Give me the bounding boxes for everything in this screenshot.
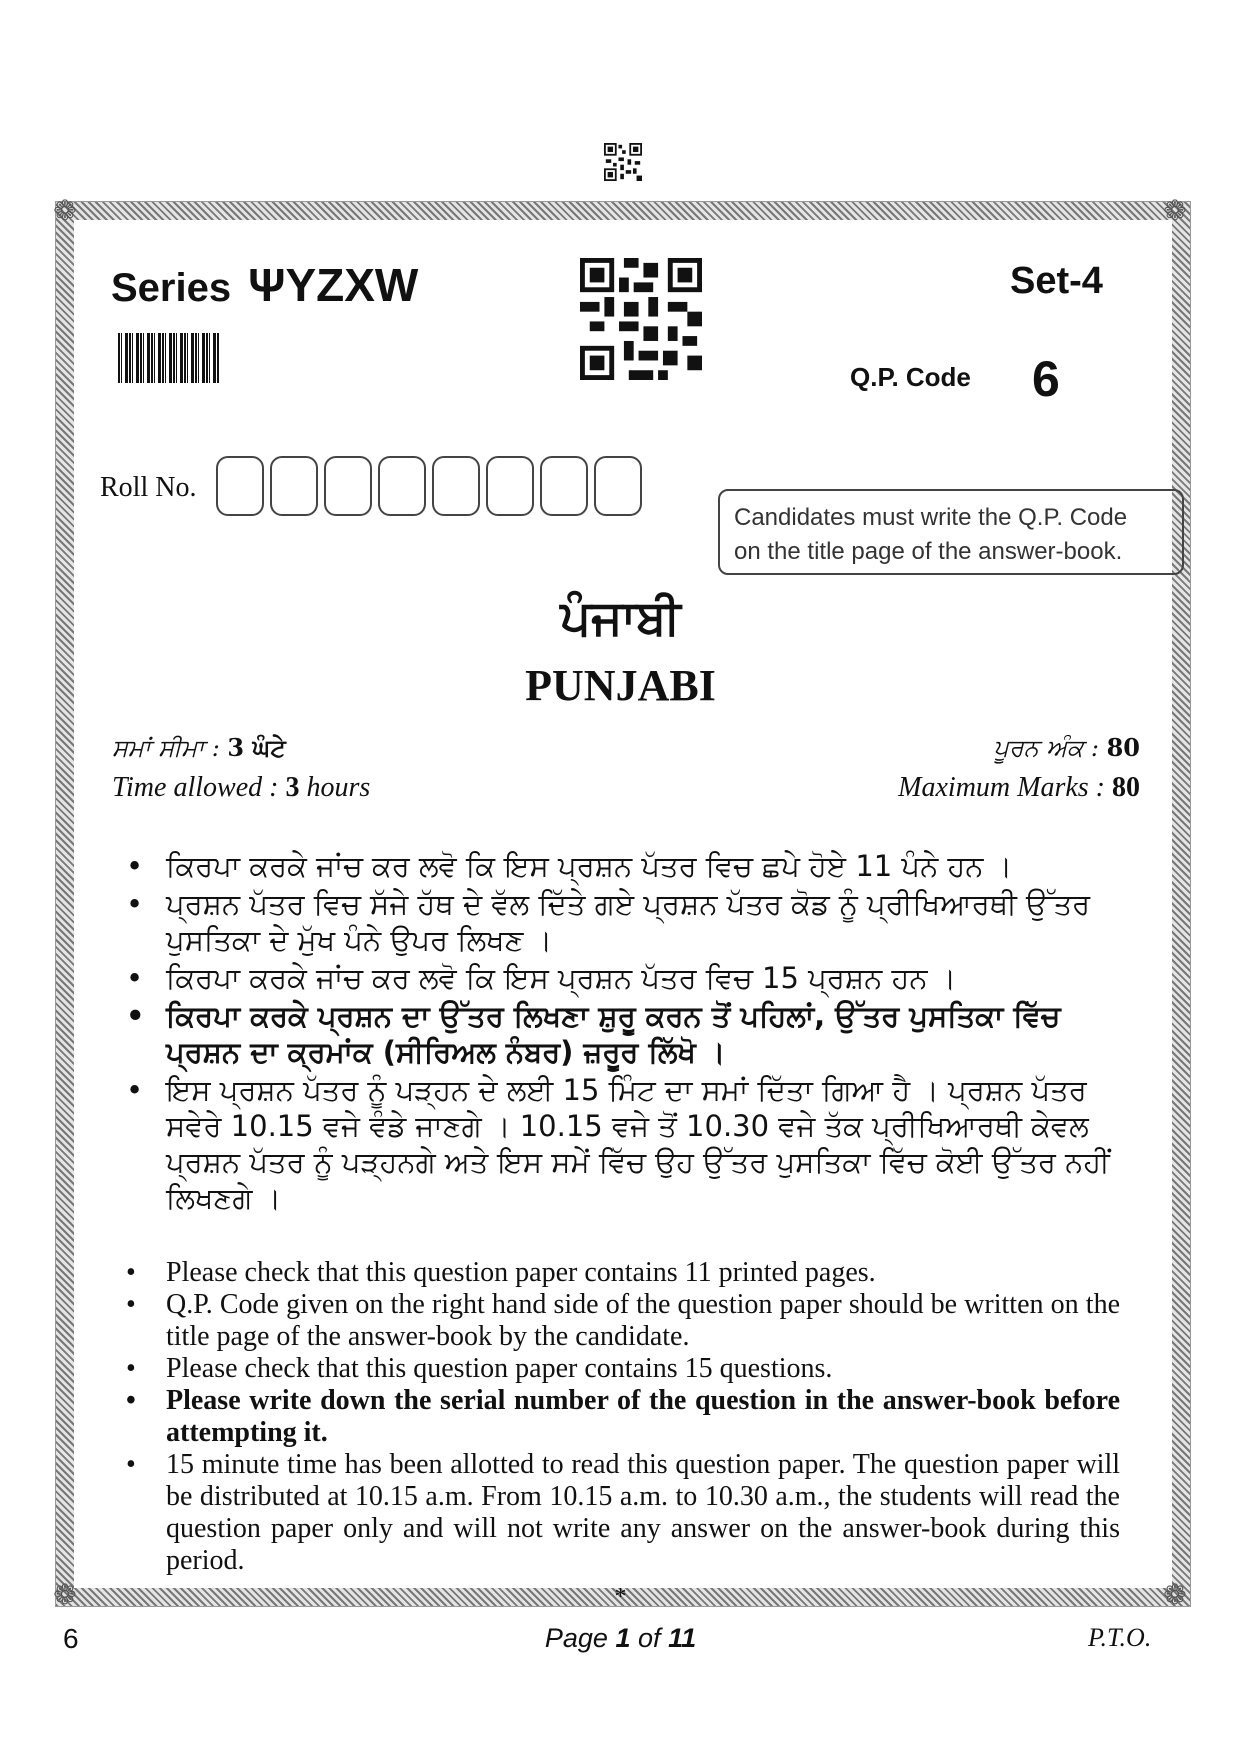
subject-title-punjabi: ਪੰਜਾਬੀ — [560, 590, 681, 646]
marks-pa-label: ਪੂਰਨ ਅੰਕ : — [993, 734, 1099, 762]
qp-code-value: 6 — [1032, 351, 1060, 407]
notice-line: Candidates must write the Q.P. Code — [734, 504, 1128, 531]
roll-no-digit-box[interactable] — [432, 456, 480, 516]
instructions-punjabi — [120, 848, 1140, 1218]
page-prefix: Page — [544, 1623, 608, 1653]
time-allowed-english — [112, 772, 370, 804]
top-qr-code-icon — [604, 143, 642, 181]
page-of: of — [638, 1623, 661, 1653]
qp-code-label: Q.P. Code — [850, 362, 971, 392]
max-marks-punjabi — [993, 733, 1140, 762]
roll-no-digit-box[interactable] — [486, 456, 534, 516]
series-heading — [111, 258, 418, 312]
list-item: • 15 minute time has been allotted to read this question paper. The question paper will be distributed at 10.15 a.m. From 10.15 a.m. to 10.30 a.m., the students will read the question paper only and will not write any answer on the answer-book during this period. — [126, 1449, 1120, 1576]
time-en-value: 3 — [285, 772, 300, 803]
marks-en-value: 80 — [1112, 772, 1140, 803]
page-number — [0, 1623, 1241, 1654]
roll-no-digit-box[interactable] — [540, 456, 588, 516]
marks-en-label: Maximum Marks : — [898, 772, 1105, 803]
instruction-text: Please check that this question paper contains 11 printed pages. — [166, 1257, 876, 1288]
roll-no-digit-box[interactable] — [378, 456, 426, 516]
floral-ornament-icon: ❁ — [53, 194, 77, 227]
instruction-text: Please check that this question paper contains 15 questions. — [166, 1353, 833, 1384]
instruction-text: ਕਿਰਪਾ ਕਰਕੇ ਜਾਂਚ ਕਰ ਲਵੋ ਕਿ ਇਸ ਪ੍ਰਸ਼ਨ ਪੱਤਰ ਵਿਚ 15 ਪ੍ਰਸ਼ਨ ਹਨ । — [166, 961, 957, 995]
list-item: • ਕਿਰਪਾ ਕਰਕੇ ਪ੍ਰਸ਼ਨ ਦਾ ਉੱਤਰ ਲਿਖਣਾ ਸ਼ੁਰੂ ਕਰਨ ਤੋਂ ਪਹਿਲਾਂ, ਉੱਤਰ ਪੁਸਤਿਕਾ ਵਿੱਚ ਪ੍ਰਸ਼ਨ ਦਾ ਕ੍ਰਮਾਂਕ (ਸੀਰਿਅਲ ਨੰਬਰ) ਜ਼ਰੂਰ ਲਿੱਖੋ । — [126, 999, 1061, 1069]
time-pa-label: ਸਮਾਂ ਸੀਮਾ : — [112, 734, 220, 762]
series-code: ΨYZXW — [248, 259, 419, 311]
instruction-text: ਇਸ ਪ੍ਰਸ਼ਨ ਪੱਤਰ ਨੂੰ ਪੜ੍ਹਨ ਦੇ ਲਈ 15 ਮਿੰਟ ਦਾ ਸਮਾਂ ਦਿੱਤਾ ਗਿਆ ਹੈ । ਪ੍ਰਸ਼ਨ ਪੱਤਰ ਸਵੇਰੇ 10.15 ਵਜੇ ਵੰਡੇ ਜਾਣਗੇ । 10.15 ਵਜੇ ਤੋਂ 10.30 ਵਜੇ ਤੱਕ ਪ੍ਰੀਖਿਆਰਥੀ ਕੇਵਲ ਪ੍ਰਸ਼ਨ ਪੱਤਰ ਨੂੰ ਪੜ੍ਹਨਗੇ ਅਤੇ ਇਸ ਸਮੇਂ ਵਿੱਚ ਉਹ ਉੱਤਰ ਪੁਸਤਿਕਾ ਵਿੱਚ ਕੋਈ ਉੱਤਰ ਨਹੀਂ ਲਿਖਣਗੇ । — [166, 1073, 1110, 1215]
series-label: Series — [111, 266, 232, 310]
set-number: Set-4 — [1010, 260, 1103, 302]
time-en-label: Time allowed : — [112, 772, 279, 803]
list-item: • ਕਿਰਪਾ ਕਰਕੇ ਜਾਂਚ ਕਰ ਲਵੋ ਕਿ ਇਸ ਪ੍ਰਸ਼ਨ ਪੱਤਰ ਵਿਚ 15 ਪ੍ਰਸ਼ਨ ਹਨ । — [126, 961, 957, 995]
page-total: 11 — [668, 1623, 697, 1653]
instruction-text: ਪ੍ਰਸ਼ਨ ਪੱਤਰ ਵਿਚ ਸੱਜੇ ਹੱਥ ਦੇ ਵੱਲ ਦਿੱਤੇ ਗਏ ਪ੍ਰਸ਼ਨ ਪੱਤਰ ਕੋਡ ਨੂੰ ਪ੍ਰੀਖਿਆਰਥੀ ਉੱਤਰ ਪੁਸਤਿਕਾ ਦੇ ਮੁੱਖ ਪੰਨੇ ਉਪਰ ਲਿਖਣ । — [166, 887, 1091, 957]
instruction-text: Please write down the serial number of the question in the answer-book before attempting it. — [166, 1385, 1120, 1448]
instruction-text: ਕਿਰਪਾ ਕਰਕੇ ਜਾਂਚ ਕਰ ਲਵੋ ਕਿ ਇਸ ਪ੍ਰਸ਼ਨ ਪੱਤਰ ਵਿਚ ਛਪੇ ਹੋਏ 11 ਪੰਨੇ ਹਨ । — [166, 849, 1013, 883]
pto-label: P.T.O. — [1088, 1623, 1152, 1652]
instruction-text: ਕਿਰਪਾ ਕਰਕੇ ਪ੍ਰਸ਼ਨ ਦਾ ਉੱਤਰ ਲਿਖਣਾ ਸ਼ੁਰੂ ਕਰਨ ਤੋਂ ਪਹਿਲਾਂ, ਉੱਤਰ ਪੁਸਤਿਕਾ ਵਿੱਚ ਪ੍ਰਸ਼ਨ ਦਾ ਕ੍ਰਮਾਂਕ (ਸੀਰਿਅਲ ਨੰਬਰ) ਜ਼ਰੂਰ ਲਿੱਖੋ । — [166, 999, 1061, 1069]
roll-no-digit-box[interactable] — [216, 456, 264, 516]
asterisk-mark: * — [614, 1584, 627, 1610]
subject-title-english: PUNJABI — [525, 661, 716, 710]
list-item: • Please check that this question paper contains 11 printed pages. — [126, 1257, 876, 1288]
roll-no-digit-box[interactable] — [324, 456, 372, 516]
marks-pa-value: 80 — [1106, 733, 1140, 762]
instruction-text: Q.P. Code given on the right hand side of the question paper should be written on the title page of the answer-book by the candidate. — [166, 1289, 1120, 1352]
roll-no-boxes — [216, 456, 648, 516]
footer-qp-code: 6 — [63, 1623, 79, 1654]
time-allowed-punjabi — [112, 733, 286, 762]
floral-ornament-icon: ❁ — [1163, 1578, 1187, 1611]
list-item: • ਕਿਰਪਾ ਕਰਕੇ ਜਾਂਚ ਕਰ ਲਵੋ ਕਿ ਇਸ ਪ੍ਰਸ਼ਨ ਪੱਤਰ ਵਿਚ ਛਪੇ ਹੋਏ 11 ਪੰਨੇ ਹਨ । — [126, 849, 1013, 883]
page-current: 1 — [615, 1623, 631, 1653]
instructions-english — [120, 1257, 1120, 1577]
floral-ornament-icon: ❁ — [1163, 194, 1187, 227]
list-item: • Please write down the serial number of the question in the answer-book before attempting it. — [126, 1385, 1120, 1448]
time-en-unit: hours — [306, 772, 371, 803]
instruction-text: 15 minute time has been allotted to read this question paper. The question paper will be distributed at 10.15 a.m. From 10.15 a.m. to 10.30 a.m., the students will read the question paper only and will not write any answer on the answer-book during this period. — [166, 1449, 1120, 1576]
time-pa-value: 3 ਘੰਟੇ — [227, 733, 286, 762]
notice-line: on the title page of the answer-book. — [734, 538, 1123, 565]
list-item: • Q.P. Code given on the right hand side of the question paper should be written on the title page of the answer-book by the candidate. — [126, 1289, 1120, 1352]
list-item: • ਇਸ ਪ੍ਰਸ਼ਨ ਪੱਤਰ ਨੂੰ ਪੜ੍ਹਨ ਦੇ ਲਈ 15 ਮਿੰਟ ਦਾ ਸਮਾਂ ਦਿੱਤਾ ਗਿਆ ਹੈ । ਪ੍ਰਸ਼ਨ ਪੱਤਰ ਸਵੇਰੇ 10.15 ਵਜੇ ਵੰਡੇ ਜਾਣਗੇ । 10.15 ਵਜੇ ਤੋਂ 10.30 ਵਜੇ ਤੱਕ ਪ੍ਰੀਖਿਆਰਥੀ ਕੇਵਲ ਪ੍ਰਸ਼ਨ ਪੱਤਰ ਨੂੰ ਪੜ੍ਹਨਗੇ ਅਤੇ ਇਸ ਸਮੇਂ ਵਿੱਚ ਉਹ ਉੱਤਰ ਪੁਸਤਿਕਾ ਵਿੱਚ ਕੋਈ ਉੱਤਰ ਨਹੀਂ ਲਿਖਣਗੇ । — [126, 1073, 1110, 1215]
qr-code-icon — [580, 258, 702, 380]
roll-no-digit-box[interactable] — [594, 456, 642, 516]
barcode-icon — [118, 333, 220, 383]
list-item: • Please check that this question paper contains 15 questions. — [126, 1353, 833, 1384]
floral-ornament-icon: ❁ — [53, 1578, 77, 1611]
qp-code-notice — [718, 489, 1184, 575]
roll-no-label: Roll No. — [100, 472, 197, 503]
roll-no-digit-box[interactable] — [270, 456, 318, 516]
max-marks-english — [898, 772, 1140, 804]
list-item: • ਪ੍ਰਸ਼ਨ ਪੱਤਰ ਵਿਚ ਸੱਜੇ ਹੱਥ ਦੇ ਵੱਲ ਦਿੱਤੇ ਗਏ ਪ੍ਰਸ਼ਨ ਪੱਤਰ ਕੋਡ ਨੂੰ ਪ੍ਰੀਖਿਆਰਥੀ ਉੱਤਰ ਪੁਸਤਿਕਾ ਦੇ ਮੁੱਖ ਪੰਨੇ ਉਪਰ ਲਿਖਣ । — [126, 887, 1091, 957]
